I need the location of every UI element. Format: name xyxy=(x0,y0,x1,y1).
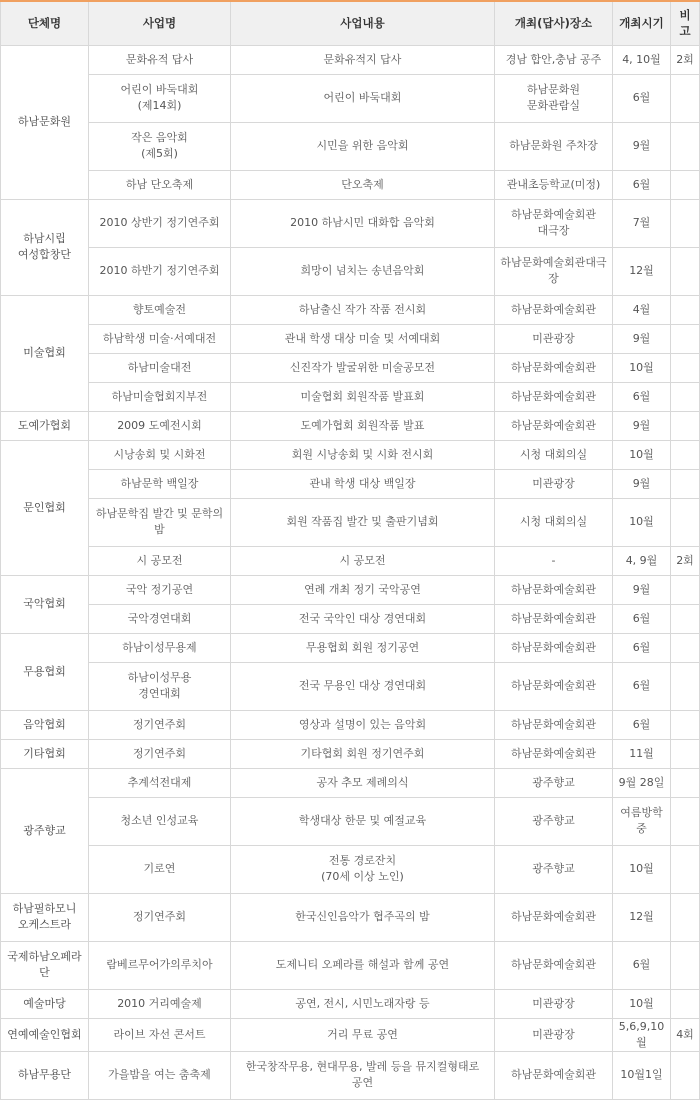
event-name-cell: 정기연주회 xyxy=(89,739,231,768)
table-row xyxy=(1,797,700,845)
table-row xyxy=(1,469,700,498)
event-place-cell: 하남문화예술회관 xyxy=(495,710,613,739)
header-place: 개최(답사)장소 xyxy=(495,1,613,45)
event-time-cell: 11월 xyxy=(613,739,671,768)
table-row xyxy=(1,662,700,710)
event-name-cell: 하남이성무용제 xyxy=(89,633,231,662)
event-content-cell: 도제니티 오페라를 해설과 함께 공연 xyxy=(231,941,495,989)
event-time-cell: 12월 xyxy=(613,893,671,941)
event-time-cell: 9월 xyxy=(613,469,671,498)
event-note-cell xyxy=(671,797,700,845)
event-content-cell: 어린이 바둑대회 xyxy=(231,74,495,122)
org-cell: 예술마당 xyxy=(1,989,89,1018)
table-row xyxy=(1,739,700,768)
event-content-cell: 미술협회 회원작품 발표회 xyxy=(231,382,495,411)
event-name-cell: 어린이 바둑대회 (제14회) xyxy=(89,74,231,122)
event-place-cell: 하남문화원 문화관람실 xyxy=(495,74,613,122)
event-name-cell: 2010 거리예술제 xyxy=(89,989,231,1018)
event-time-cell: 9월 xyxy=(613,122,671,170)
event-note-cell xyxy=(671,893,700,941)
event-place-cell: 하남문화예술회관 xyxy=(495,353,613,382)
event-place-cell: 하남문화예술회관 xyxy=(495,604,613,633)
org-cell: 국악협회 xyxy=(1,575,89,633)
event-content-cell: 하남출신 작가 작품 전시회 xyxy=(231,295,495,324)
table-row xyxy=(1,122,700,170)
event-note-cell xyxy=(671,382,700,411)
org-cell: 연예예술인협회 xyxy=(1,1018,89,1051)
event-note-cell xyxy=(671,604,700,633)
event-content-cell: 도예가협회 회원작품 발표 xyxy=(231,411,495,440)
event-time-cell: 10월 xyxy=(613,440,671,469)
event-note-cell xyxy=(671,768,700,797)
event-name-cell: 시 공모전 xyxy=(89,546,231,575)
event-place-cell: 하남문화예술회관 xyxy=(495,382,613,411)
event-content-cell: 시 공모전 xyxy=(231,546,495,575)
org-cell: 광주향교 xyxy=(1,768,89,893)
event-place-cell: 하남문화예술회관 xyxy=(495,941,613,989)
table-row xyxy=(1,74,700,122)
event-time-cell: 4월 xyxy=(613,295,671,324)
event-name-cell: 2010 상반기 정기연주회 xyxy=(89,199,231,247)
org-cell: 하남시립 여성합창단 xyxy=(1,199,89,295)
event-place-cell: 관내초등학교(미정) xyxy=(495,170,613,199)
event-name-cell: 람베르무어가의루치아 xyxy=(89,941,231,989)
event-place-cell: 하남문화예술회관 대극장 xyxy=(495,199,613,247)
event-name-cell: 기로연 xyxy=(89,845,231,893)
event-note-cell xyxy=(671,633,700,662)
org-cell: 문인협회 xyxy=(1,440,89,575)
event-place-cell: 미관광장 xyxy=(495,989,613,1018)
event-content-cell: 공자 추모 제례의식 xyxy=(231,768,495,797)
table-header xyxy=(1,1,700,45)
event-note-cell xyxy=(671,353,700,382)
table-row xyxy=(1,989,700,1018)
event-content-cell: 회원 작품집 발간 및 출판기념회 xyxy=(231,498,495,546)
event-content-cell: 희망이 넘치는 송년음악회 xyxy=(231,247,495,295)
event-name-cell: 하남학생 미술·서예대전 xyxy=(89,324,231,353)
event-place-cell: 광주향교 xyxy=(495,845,613,893)
event-place-cell: 하남문화예술회관 xyxy=(495,633,613,662)
event-name-cell: 하남미술협회지부전 xyxy=(89,382,231,411)
event-time-cell: 9월 xyxy=(613,324,671,353)
event-note-cell: 2회 xyxy=(671,45,700,74)
event-place-cell: 하남문화예술회관 xyxy=(495,411,613,440)
event-content-cell: 연례 개최 정기 국악공연 xyxy=(231,575,495,604)
event-content-cell: 관내 학생 대상 백일장 xyxy=(231,469,495,498)
table-row xyxy=(1,1018,700,1051)
event-place-cell: 하남문화예술회관 xyxy=(495,295,613,324)
event-name-cell: 국악경연대회 xyxy=(89,604,231,633)
header-row xyxy=(1,1,700,45)
event-note-cell xyxy=(671,575,700,604)
event-name-cell: 시낭송회 및 시화전 xyxy=(89,440,231,469)
event-content-cell: 단오축제 xyxy=(231,170,495,199)
event-note-cell xyxy=(671,170,700,199)
event-time-cell: 6월 xyxy=(613,633,671,662)
org-cell: 미술협회 xyxy=(1,295,89,411)
table-row xyxy=(1,710,700,739)
event-content-cell: 2010 하남시민 대화합 음악회 xyxy=(231,199,495,247)
event-place-cell: 미관광장 xyxy=(495,1018,613,1051)
org-cell: 하남문화원 xyxy=(1,45,89,199)
event-content-cell: 거리 무료 공연 xyxy=(231,1018,495,1051)
event-note-cell xyxy=(671,247,700,295)
table-row xyxy=(1,199,700,247)
event-time-cell: 6월 xyxy=(613,941,671,989)
header-note: 비고 xyxy=(671,1,700,45)
event-note-cell xyxy=(671,662,700,710)
event-time-cell: 10월1일 xyxy=(613,1051,671,1099)
event-name-cell: 2010 하반기 정기연주회 xyxy=(89,247,231,295)
event-name-cell: 하남이성무용 경연대회 xyxy=(89,662,231,710)
table-row xyxy=(1,604,700,633)
event-note-cell xyxy=(671,710,700,739)
event-content-cell: 공연, 전시, 시민노래자랑 등 xyxy=(231,989,495,1018)
table-row xyxy=(1,382,700,411)
event-content-cell: 시민을 위한 음악회 xyxy=(231,122,495,170)
event-place-cell: 미관광장 xyxy=(495,469,613,498)
event-name-cell: 추계석전대제 xyxy=(89,768,231,797)
event-time-cell: 10월 xyxy=(613,353,671,382)
table-row xyxy=(1,768,700,797)
table-row xyxy=(1,411,700,440)
event-place-cell: 하남문화예술회관 xyxy=(495,1051,613,1099)
event-time-cell: 6월 xyxy=(613,710,671,739)
event-content-cell: 회원 시낭송회 및 시화 전시회 xyxy=(231,440,495,469)
event-place-cell: 하남문화예술회관 xyxy=(495,739,613,768)
event-place-cell: 광주향교 xyxy=(495,797,613,845)
event-time-cell: 6월 xyxy=(613,170,671,199)
table-row xyxy=(1,575,700,604)
event-place-cell: 시청 대회의실 xyxy=(495,440,613,469)
event-name-cell: 문화유적 답사 xyxy=(89,45,231,74)
org-cell: 국제하남오페라단 xyxy=(1,941,89,989)
event-note-cell xyxy=(671,122,700,170)
org-cell: 무용협회 xyxy=(1,633,89,710)
event-place-cell: 광주향교 xyxy=(495,768,613,797)
event-name-cell: 정기연주회 xyxy=(89,893,231,941)
table-row xyxy=(1,440,700,469)
header-org: 단체명 xyxy=(1,1,89,45)
table-row xyxy=(1,845,700,893)
org-cell: 하남필하모니 오케스트라 xyxy=(1,893,89,941)
table-row xyxy=(1,941,700,989)
event-place-cell: 시청 대회의실 xyxy=(495,498,613,546)
table-row xyxy=(1,893,700,941)
table-body xyxy=(1,45,700,1099)
event-note-cell xyxy=(671,941,700,989)
event-time-cell: 9월 28일 xyxy=(613,768,671,797)
event-content-cell: 문화유적지 답사 xyxy=(231,45,495,74)
event-time-cell: 6월 xyxy=(613,662,671,710)
event-note-cell xyxy=(671,324,700,353)
event-name-cell: 하남문학집 발간 및 문학의 밤 xyxy=(89,498,231,546)
event-time-cell: 12월 xyxy=(613,247,671,295)
event-note-cell xyxy=(671,199,700,247)
event-name-cell: 하남 단오축제 xyxy=(89,170,231,199)
event-note-cell xyxy=(671,845,700,893)
event-note-cell xyxy=(671,74,700,122)
event-name-cell: 2009 도예전시회 xyxy=(89,411,231,440)
event-name-cell: 하남미술대전 xyxy=(89,353,231,382)
event-place-cell: 경남 합안,충남 공주 xyxy=(495,45,613,74)
event-note-cell xyxy=(671,295,700,324)
event-time-cell: 6월 xyxy=(613,74,671,122)
event-content-cell: 영상과 설명이 있는 음악회 xyxy=(231,710,495,739)
event-time-cell: 9월 xyxy=(613,575,671,604)
event-time-cell: 4, 9월 xyxy=(613,546,671,575)
event-note-cell xyxy=(671,498,700,546)
org-cell: 도예가협회 xyxy=(1,411,89,440)
table-row xyxy=(1,247,700,295)
event-content-cell: 전국 국악인 대상 경연대회 xyxy=(231,604,495,633)
event-name-cell: 정기연주회 xyxy=(89,710,231,739)
event-content-cell: 학생대상 한문 및 예절교육 xyxy=(231,797,495,845)
event-time-cell: 여름방학중 xyxy=(613,797,671,845)
event-time-cell: 10월 xyxy=(613,989,671,1018)
event-content-cell: 무용협회 회원 정기공연 xyxy=(231,633,495,662)
event-note-cell xyxy=(671,440,700,469)
event-note-cell xyxy=(671,411,700,440)
event-name-cell: 하남문학 백일장 xyxy=(89,469,231,498)
event-time-cell: 6월 xyxy=(613,604,671,633)
event-time-cell: 10월 xyxy=(613,498,671,546)
org-cell: 음악협회 xyxy=(1,710,89,739)
event-content-cell: 기타협회 회원 정기연주회 xyxy=(231,739,495,768)
event-note-cell: 4회 xyxy=(671,1018,700,1051)
event-time-cell: 6월 xyxy=(613,382,671,411)
table-row xyxy=(1,295,700,324)
event-note-cell xyxy=(671,469,700,498)
table-row xyxy=(1,353,700,382)
org-cell: 기타협회 xyxy=(1,739,89,768)
event-place-cell: 하남문화예술회관 xyxy=(495,575,613,604)
table-row xyxy=(1,546,700,575)
event-place-cell: 하남문화원 주차장 xyxy=(495,122,613,170)
table-row xyxy=(1,498,700,546)
event-note-cell xyxy=(671,989,700,1018)
event-time-cell: 9월 xyxy=(613,411,671,440)
header-content: 사업내용 xyxy=(231,1,495,45)
event-place-cell: - xyxy=(495,546,613,575)
event-name-cell: 청소년 인성교육 xyxy=(89,797,231,845)
event-note-cell: 2회 xyxy=(671,546,700,575)
event-name-cell: 라이브 자선 콘서트 xyxy=(89,1018,231,1051)
event-time-cell: 5,6,9,10월 xyxy=(613,1018,671,1051)
event-content-cell: 전국 무용인 대상 경연대회 xyxy=(231,662,495,710)
event-time-cell: 10월 xyxy=(613,845,671,893)
event-place-cell: 미관광장 xyxy=(495,324,613,353)
table-row xyxy=(1,633,700,662)
event-content-cell: 관내 학생 대상 미술 및 서예대회 xyxy=(231,324,495,353)
event-time-cell: 4, 10월 xyxy=(613,45,671,74)
org-cell: 하남무용단 xyxy=(1,1051,89,1099)
event-name-cell: 국악 정기공연 xyxy=(89,575,231,604)
event-content-cell: 전통 경로잔치 (70세 이상 노인) xyxy=(231,845,495,893)
header-name: 사업명 xyxy=(89,1,231,45)
event-content-cell: 한국신인음악가 협주곡의 밤 xyxy=(231,893,495,941)
event-name-cell: 작은 음악회 (제5회) xyxy=(89,122,231,170)
event-note-cell xyxy=(671,739,700,768)
event-place-cell: 하남문화예술회관 xyxy=(495,893,613,941)
table-row xyxy=(1,45,700,74)
header-time: 개최시기 xyxy=(613,1,671,45)
event-name-cell: 향토예술전 xyxy=(89,295,231,324)
event-time-cell: 7월 xyxy=(613,199,671,247)
event-place-cell: 하남문화예술회관대극장 xyxy=(495,247,613,295)
event-content-cell: 한국창작무용, 현대무용, 발레 등을 뮤지컬형태로 공연 xyxy=(231,1051,495,1099)
event-content-cell: 신진작가 발굴위한 미술공모전 xyxy=(231,353,495,382)
table-row xyxy=(1,324,700,353)
event-name-cell: 가을밤을 여는 춤축제 xyxy=(89,1051,231,1099)
table-row xyxy=(1,170,700,199)
event-place-cell: 하남문화예술회관 xyxy=(495,662,613,710)
